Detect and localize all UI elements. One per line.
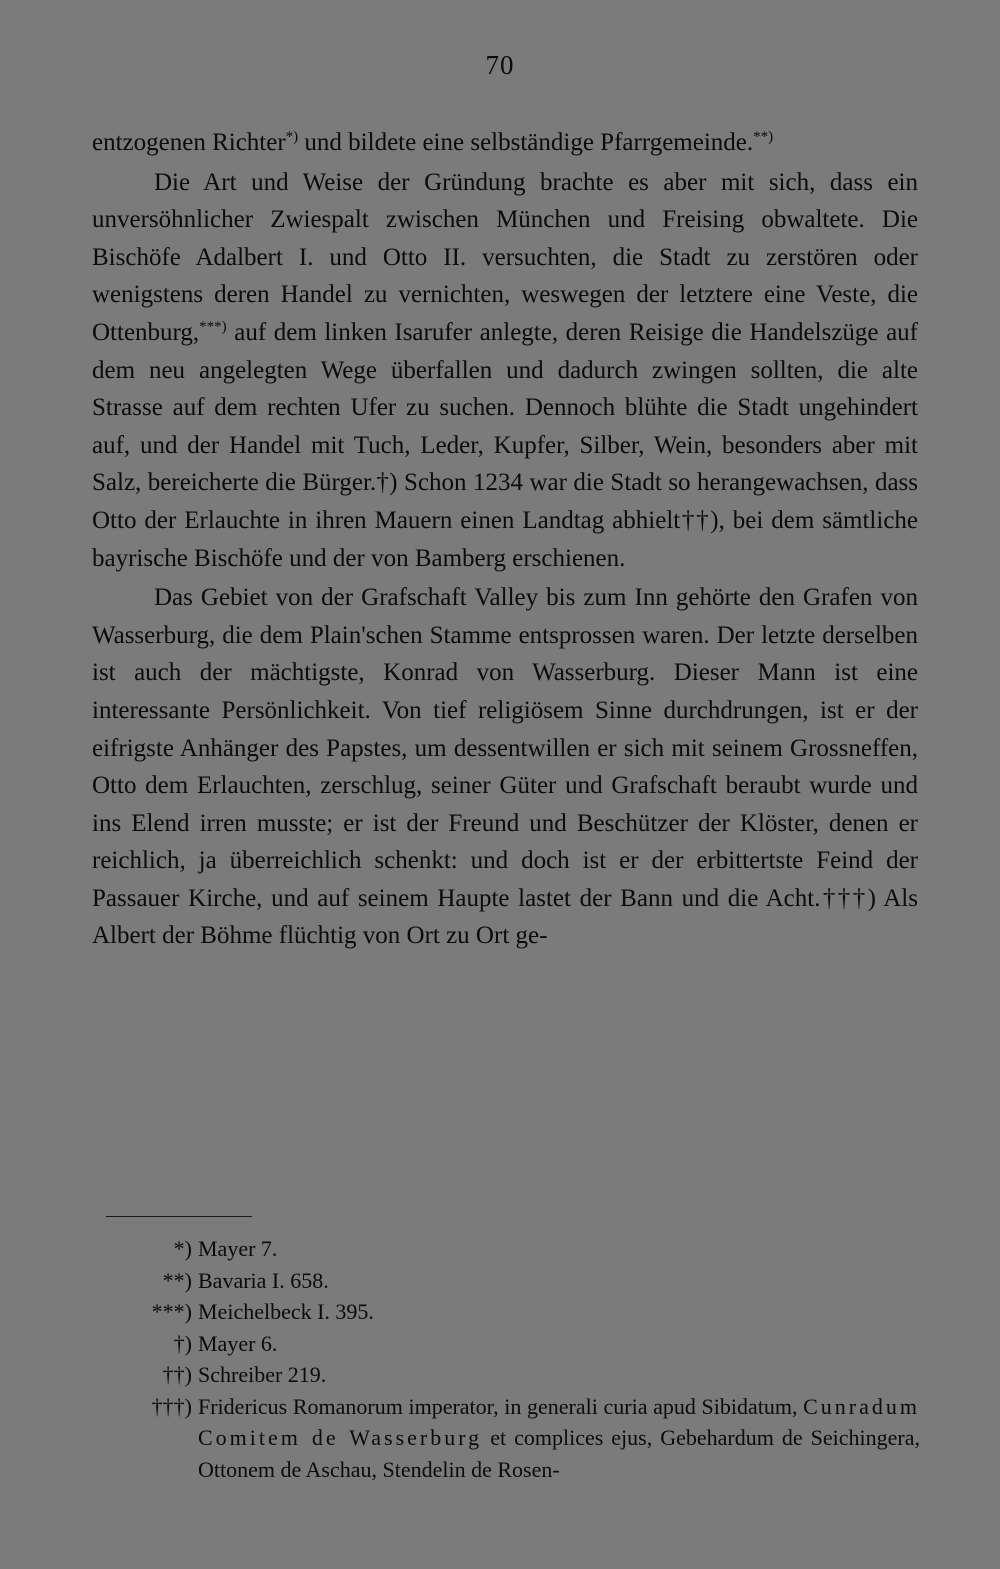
footnote-ref: **) bbox=[753, 129, 774, 145]
footnote-mark: †) bbox=[173, 1330, 192, 1356]
text-span: Das Gebiet von der Grafschaft Valley bis zum Inn gehörte den Grafen von Wasserburg, die dem Plain'schen Stamme entsprossen waren. Der letzte derselben ist auch der mächtigste, Konrad von Wasserburg. Dieser Mann ist eine interessante Persönlichkeit. Von tief religiösem Sinne durchdrungen, ist er der eifrigste Anhänger des Papstes, um dessentwillen er sich mit seinem Grossneffen, Otto dem Erlauchten, zerschlug, seiner Güter und Grafschaft beraubt wurde und ins Elend irren musste; er ist der Freund und Beschützer der Klöster, denen er reichlich, ja überreichlich schenkt: und doch ist er der erbittertste Feind der Passauer Kirche, und auf seinem Haupte lastet der Bann und die Acht. bbox=[92, 584, 918, 912]
footnote-item-long bbox=[104, 1391, 920, 1486]
footnote-mark: ***) bbox=[151, 1299, 192, 1324]
footnote-ref: †††) bbox=[820, 884, 876, 912]
text-span: Als Albert der Böhme flüchtig von Ort zu Ort ge- bbox=[92, 884, 918, 950]
footnote-text bbox=[198, 1391, 920, 1486]
footnote-text: Meichelbeck I. 395. bbox=[198, 1299, 374, 1324]
footnote-text: Mayer 6. bbox=[198, 1330, 278, 1356]
footnote-ref: ***) bbox=[199, 318, 227, 335]
page-number: 70 bbox=[485, 50, 515, 80]
footnote-item bbox=[104, 1296, 920, 1328]
text-span: und bildete eine selbständige Pfarrgemeinde. bbox=[298, 129, 754, 156]
footnote-text-part: Fridericus Romanorum imperator, in generali curia apud Sibidatum, bbox=[198, 1393, 798, 1419]
footnote-text-spaced: Cunradum Comitem de Wasserburg bbox=[198, 1393, 921, 1450]
footnote-text: Bavaria I. 658. bbox=[198, 1267, 329, 1293]
footnote-ref: *) bbox=[285, 129, 299, 145]
text-span: , bei dem sämtliche bayrische Bischöfe und der von Bamberg erschienen. bbox=[92, 506, 919, 572]
footnote-ref: †) bbox=[376, 469, 398, 497]
text-span: Die Art und Weise der Gründung brachte es aber mit sich, dass ein unversöhnlicher Zwiespalt zwischen München und Freising obwaltete. Die Bischöfe Adalbert I. und Otto II. versuchten, die Stadt zu zerstören oder wenigstens deren Handel zu vernichten, weswegen der letztere eine Veste, die Ottenburg, bbox=[92, 168, 918, 346]
footnote-divider bbox=[106, 1216, 252, 1217]
footnote-item bbox=[104, 1328, 920, 1360]
main-text bbox=[92, 124, 918, 955]
paragraph-3 bbox=[92, 579, 918, 955]
text-span: Schon 1234 war die Stadt so herangewachsen, dass Otto der Erlauchte in ihren Mauern einen Landtag abhielt bbox=[92, 469, 919, 534]
text-span: auf dem linken Isarufer anlegte, deren Reisige die Handelszüge auf dem neu angelegten Wege überfallen und dadurch zwingen sollten, die alte Strasse auf dem rechten Ufer zu suchen. Dennoch blühte die Stadt ungehindert auf, und der Handel mit Tuch, Leder, Kupfer, Silber, Wein, besonders aber mit Salz, bereicherte die Bürger. bbox=[92, 318, 918, 497]
footnote-item bbox=[104, 1359, 920, 1391]
footnote-item bbox=[104, 1265, 920, 1297]
footnote-text: Mayer 7. bbox=[198, 1236, 278, 1261]
text-span: entzogenen Richter bbox=[92, 129, 286, 156]
footnote-text: Schreiber 219. bbox=[198, 1362, 327, 1387]
footnote-ref: ††) bbox=[680, 506, 719, 534]
footnote-mark: **) bbox=[162, 1267, 192, 1293]
footnote-mark: †††) bbox=[151, 1393, 192, 1419]
footnote-text-part: et complices ejus, Gebehardum de Seichingera, Ottonem de Aschau, Stendelin de Rosen- bbox=[198, 1425, 920, 1482]
footnote-mark: ††) bbox=[162, 1362, 192, 1387]
paragraph-2 bbox=[92, 164, 918, 578]
footnote-item bbox=[104, 1233, 920, 1265]
footnotes bbox=[104, 1233, 920, 1485]
footnote-mark: *) bbox=[173, 1236, 192, 1261]
paragraph-1 bbox=[92, 124, 918, 162]
